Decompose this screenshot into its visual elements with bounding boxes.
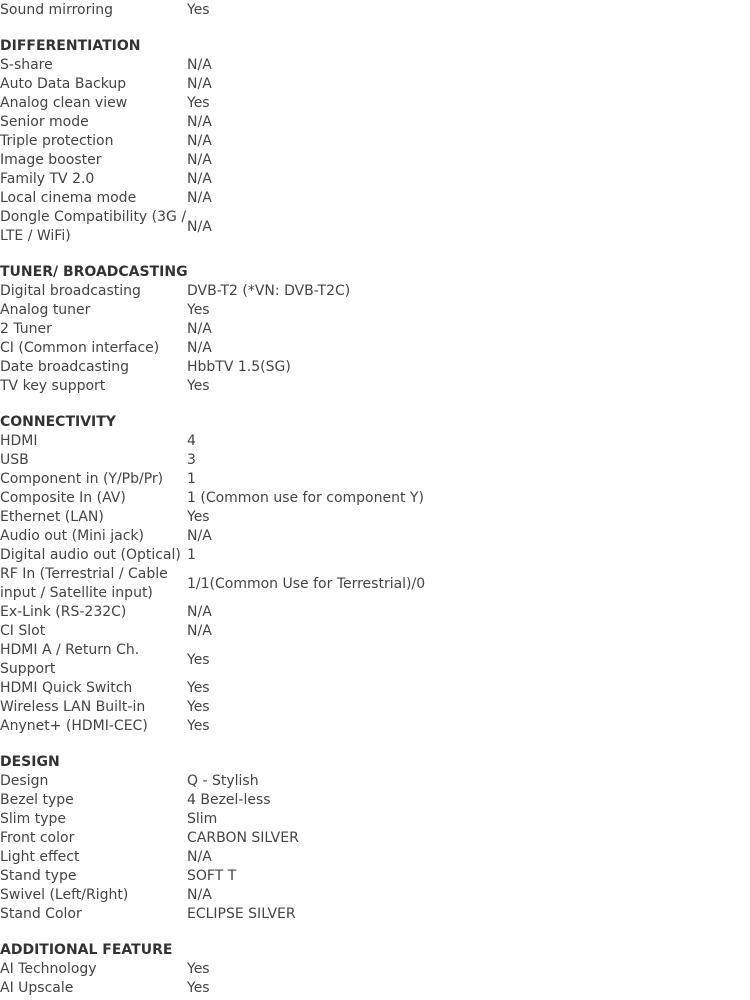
spec-label: CI Slot — [0, 623, 46, 639]
spec-label: AI Upscale — [0, 980, 74, 996]
spec-label: S-share — [0, 57, 53, 73]
spec-label: Triple protection — [0, 133, 114, 149]
spec-row-composite-in — [0, 489, 750, 508]
spec-label: AI Technology — [0, 961, 97, 977]
spec-row-light-effect — [0, 848, 750, 867]
spec-value: Q - Stylish — [187, 773, 259, 789]
spec-label: Design — [0, 773, 49, 789]
spec-row-rf-in — [0, 565, 750, 603]
spec-label: Light effect — [0, 849, 80, 865]
spec-row-front-color — [0, 829, 750, 848]
spec-value: N/A — [187, 623, 212, 639]
spec-label: Anynet+ (HDMI-CEC) — [0, 718, 148, 734]
spec-value: N/A — [187, 76, 212, 92]
spec-row-triple-protection — [0, 132, 750, 151]
spec-value: N/A — [187, 528, 212, 544]
spec-label: HDMI A / Return Ch. Support — [0, 642, 140, 677]
spec-label: USB — [0, 452, 29, 468]
spec-value: Yes — [187, 699, 210, 715]
spec-row-usb — [0, 451, 750, 470]
spec-label: Audio out (Mini jack) — [0, 528, 144, 544]
spec-label: Front color — [0, 830, 75, 846]
spec-value: Yes — [187, 980, 210, 996]
spec-value: 4 — [187, 433, 196, 449]
spec-row-digital-broadcasting — [0, 282, 750, 301]
spec-value: N/A — [187, 171, 212, 187]
spec-row-component-in — [0, 470, 750, 489]
spec-value: 1 — [187, 547, 196, 563]
spec-row-dongle-compatibility — [0, 208, 750, 246]
spec-label: HDMI Quick Switch — [0, 680, 133, 696]
spec-label: Digital audio out (Optical) — [0, 547, 181, 563]
spec-label: Dongle Compatibility (3G / LTE / WiFi) — [0, 209, 187, 244]
spec-row-anynet — [0, 717, 750, 736]
spec-row-analog-clean-view — [0, 94, 750, 113]
section-heading-differentiation: DIFFERENTIATION — [0, 38, 141, 54]
spec-value: SOFT T — [187, 868, 237, 884]
spec-value: N/A — [187, 340, 212, 356]
spec-value: Yes — [187, 651, 210, 668]
spec-row-s-share — [0, 56, 750, 75]
spec-row-local-cinema-mode — [0, 189, 750, 208]
spec-label: Senior mode — [0, 114, 89, 130]
spec-value: Yes — [187, 302, 210, 318]
spec-row-tv-key-support — [0, 377, 750, 396]
spec-row-ai-upscale — [0, 979, 750, 998]
spec-value: N/A — [187, 57, 212, 73]
spec-label: HDMI — [0, 433, 38, 449]
spec-label: TV key support — [0, 378, 106, 394]
spec-value: Yes — [187, 509, 210, 525]
spec-label: Sound mirroring — [0, 2, 113, 18]
spec-label: RF In (Terrestrial / Cable input / Satellite input) — [0, 566, 168, 601]
spec-value: 1/1(Common Use for Terrestrial)/0 — [187, 575, 426, 592]
spec-value: N/A — [187, 321, 212, 337]
spec-value: 3 — [187, 452, 196, 468]
spec-row-date-broadcasting — [0, 358, 750, 377]
spec-value: N/A — [187, 887, 212, 903]
spec-row-ci-common-interface — [0, 339, 750, 358]
spec-value: 1 (Common use for component Y) — [187, 490, 424, 506]
spec-row-ex-link — [0, 603, 750, 622]
spec-row-image-booster — [0, 151, 750, 170]
spec-value: N/A — [187, 218, 212, 235]
spec-label: CI (Common interface) — [0, 340, 160, 356]
spec-row-hdmi-quick-switch — [0, 679, 750, 698]
spec-value: CARBON SILVER — [187, 830, 299, 846]
spec-label: Composite In (AV) — [0, 490, 126, 506]
spec-label: Ex-Link (RS-232C) — [0, 604, 127, 620]
spec-row-wireless-lan — [0, 698, 750, 717]
spec-value: DVB-T2 (*VN: DVB-T2C) — [187, 283, 351, 299]
spec-row-hdmi-return-channel — [0, 641, 750, 679]
spec-value: ECLIPSE SILVER — [187, 906, 296, 922]
spec-value: 4 Bezel-less — [187, 792, 271, 808]
spec-row-sound-mirroring — [0, 1, 750, 20]
section-heading-tuner-broadcasting: TUNER/ BROADCASTING — [0, 264, 188, 280]
spec-row-bezel-type — [0, 791, 750, 810]
spec-value: N/A — [187, 133, 212, 149]
spec-row-family-tv — [0, 170, 750, 189]
spec-row-senior-mode — [0, 113, 750, 132]
spec-row-ai-technology — [0, 960, 750, 979]
spec-label: Stand type — [0, 868, 77, 884]
spec-label: Analog clean view — [0, 95, 128, 111]
spec-row-2-tuner — [0, 320, 750, 339]
spec-label: Analog tuner — [0, 302, 91, 318]
spec-value: 1 — [187, 471, 196, 487]
spec-value: Yes — [187, 378, 210, 394]
spec-value: N/A — [187, 152, 212, 168]
spec-row-slim-type — [0, 810, 750, 829]
spec-row-swivel — [0, 886, 750, 905]
spec-label: 2 Tuner — [0, 321, 52, 337]
spec-label: Auto Data Backup — [0, 76, 127, 92]
section-heading-additional-feature: ADDITIONAL FEATURE — [0, 942, 173, 958]
spec-row-design — [0, 772, 750, 791]
spec-row-hdmi — [0, 432, 750, 451]
spec-label: Digital broadcasting — [0, 283, 141, 299]
spec-value: N/A — [187, 190, 212, 206]
spec-row-digital-audio-out — [0, 546, 750, 565]
spec-label: Wireless LAN Built-in — [0, 699, 146, 715]
spec-value: Slim — [187, 811, 218, 827]
section-heading-connectivity: CONNECTIVITY — [0, 414, 116, 430]
spec-value: HbbTV 1.5(SG) — [187, 359, 291, 375]
spec-row-stand-color — [0, 905, 750, 924]
spec-value: N/A — [187, 849, 212, 865]
spec-row-audio-out — [0, 527, 750, 546]
spec-value: N/A — [187, 604, 212, 620]
spec-value: N/A — [187, 114, 212, 130]
section-heading-design: DESIGN — [0, 754, 60, 770]
spec-row-stand-type — [0, 867, 750, 886]
spec-value: Yes — [187, 680, 210, 696]
spec-row-ethernet-lan — [0, 508, 750, 527]
spec-value: Yes — [187, 961, 210, 977]
spec-label: Component in (Y/Pb/Pr) — [0, 471, 164, 487]
spec-label: Swivel (Left/Right) — [0, 887, 129, 903]
spec-label: Ethernet (LAN) — [0, 509, 104, 525]
spec-value: Yes — [187, 718, 210, 734]
spec-label: Date broadcasting — [0, 359, 129, 375]
spec-value: Yes — [187, 2, 210, 18]
spec-value: Yes — [187, 95, 210, 111]
spec-label: Local cinema mode — [0, 190, 137, 206]
spec-label: Stand Color — [0, 906, 82, 922]
spec-label: Image booster — [0, 152, 102, 168]
spec-row-ci-slot — [0, 622, 750, 641]
spec-label: Slim type — [0, 811, 67, 827]
spec-label: Bezel type — [0, 792, 74, 808]
spec-row-analog-tuner — [0, 301, 750, 320]
spec-label: Family TV 2.0 — [0, 171, 95, 187]
spec-row-auto-data-backup — [0, 75, 750, 94]
